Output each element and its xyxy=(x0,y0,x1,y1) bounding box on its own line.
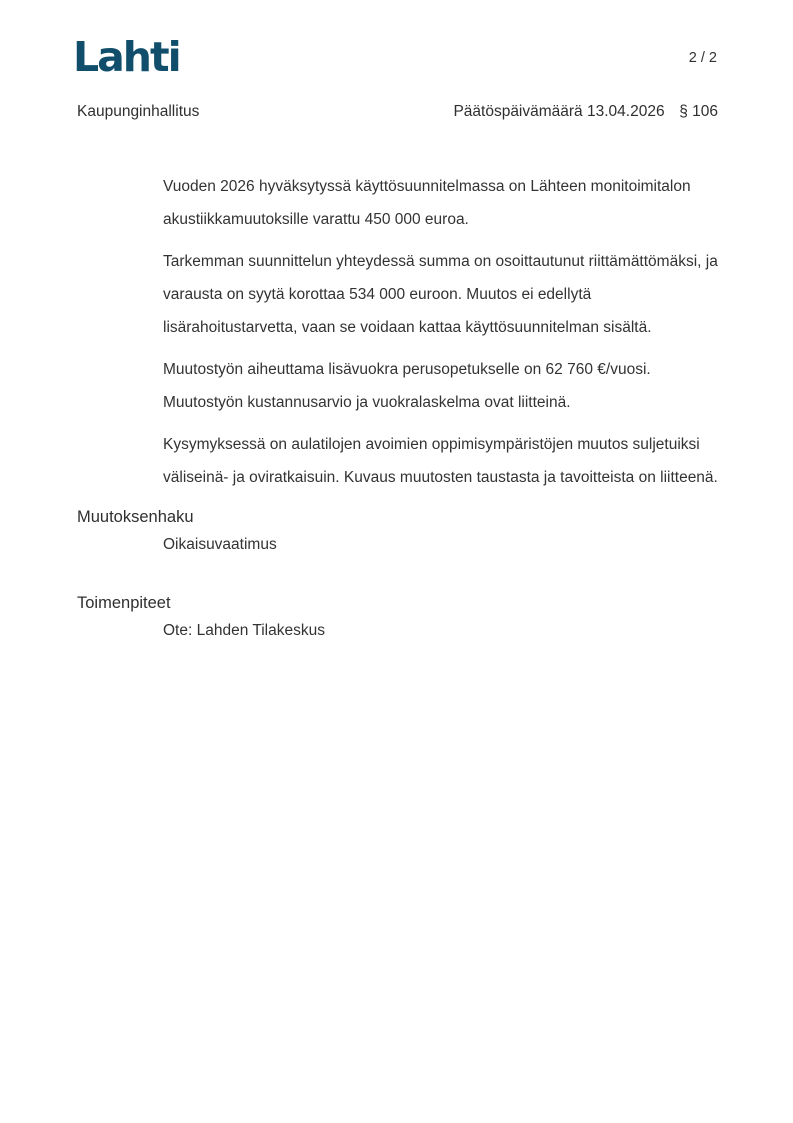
section-content-toimenpiteet: Ote: Lahden Tilakeskus xyxy=(163,622,325,639)
lahti-logo: Lahti xyxy=(73,33,180,81)
header-organization: Kaupunginhallitus xyxy=(77,103,200,120)
body-paragraph: Tarkemman suunnittelun yhteydessä summa on osoittautunut riittämättömäksi, ja varausta on syytä korottaa 534 000 euroon. Muutos ei edellytä lisärahoitustarvetta, vaan se voidaan kattaa käyttösuunnitelman sisältä. xyxy=(163,253,718,336)
section-reference: § 106 xyxy=(679,103,718,120)
body-paragraph: Vuoden 2026 hyväksytyssä käyttösuunnitelmassa on Lähteen monitoimitalon akustiikkamuutoksille varattu 450 000 euroa. xyxy=(163,178,691,228)
section-content-muutoksenhaku: Oikaisuvaatimus xyxy=(163,536,277,553)
document-body xyxy=(0,170,793,645)
body-paragraph: Muutostyön aiheuttama lisävuokra perusopetukselle on 62 760 €/vuosi. Muutostyön kustannusarvio ja vuokralaskelma ovat liitteinä. xyxy=(163,361,651,411)
section-heading-toimenpiteet: Toimenpiteet xyxy=(77,594,171,612)
page-number: 2 / 2 xyxy=(688,50,717,66)
decision-date-label: Päätöspäivämäärä xyxy=(453,103,583,120)
decision-date: 13.04.2026 xyxy=(587,103,665,120)
document-header xyxy=(77,102,718,122)
section-heading-muutoksenhaku: Muutoksenhaku xyxy=(77,508,194,526)
body-paragraph: Kysymyksessä on aulatilojen avoimien oppimisympäristöjen muutos suljetuiksi väliseinä- ja oviratkaisuin. Kuvaus muutosten taustasta ja tavoitteista on liitteenä. xyxy=(163,436,718,486)
header-decision-info xyxy=(453,102,718,122)
